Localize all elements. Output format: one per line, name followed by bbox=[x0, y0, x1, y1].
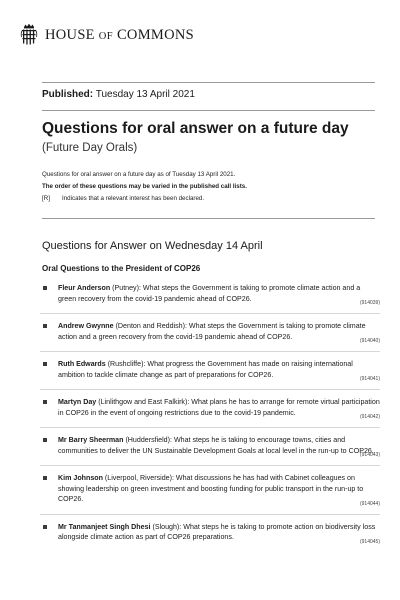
subsection-heading: Oral Questions to the President of COP26 bbox=[42, 264, 201, 273]
question-ref: (914039) bbox=[359, 300, 380, 306]
question-text: What progress the Government has made on raising international ambition to tackle climate change as part of preparations for COP26. bbox=[58, 360, 353, 379]
square-bullet-icon bbox=[43, 362, 47, 366]
member-name: Mr Barry Sheerman bbox=[58, 436, 124, 444]
member-name: Mr Tanmanjeet Singh Dhesi bbox=[58, 522, 151, 531]
constituency: (Rushcliffe): bbox=[107, 360, 146, 368]
constituency: (Denton and Reddish): bbox=[115, 322, 187, 330]
intro-r-note bbox=[42, 193, 375, 205]
published-date: Tuesday 13 April 2021 bbox=[95, 89, 195, 100]
question-ref: (914041) bbox=[359, 376, 380, 382]
constituency: (Linlithgow and East Falkirk): bbox=[98, 398, 190, 406]
question-text: What steps he is taking to promote action on biodiversity loss alongside climate action as part of COP26 preparations. bbox=[58, 522, 376, 541]
constituency: (Huddersfield): bbox=[125, 436, 172, 444]
intro-order-note: The order of these questions may be varied in the published call lists. bbox=[42, 183, 247, 190]
square-bullet-icon bbox=[43, 525, 47, 529]
r-tag-text: Indicates that a relevant interest has been declared. bbox=[62, 195, 205, 202]
question-ref: (914040) bbox=[359, 338, 380, 344]
question-text: What steps the Government is taking to promote climate action and a green recovery from the covid-19 pandemic ahead of COP26. bbox=[58, 322, 366, 341]
intro-notes bbox=[42, 169, 375, 205]
question-item bbox=[40, 397, 380, 428]
constituency: (Slough): bbox=[152, 522, 182, 531]
square-bullet-icon bbox=[43, 286, 47, 290]
member-name: Martyn Day bbox=[58, 398, 97, 406]
constituency: (Putney): bbox=[112, 284, 141, 292]
page-title: Questions for oral answer on a future day bbox=[42, 120, 349, 137]
member-name: Kim Johnson bbox=[58, 474, 103, 482]
question-item bbox=[40, 321, 380, 352]
house-of-commons-logo-text: HOUSE OF COMMONS bbox=[45, 26, 194, 43]
square-bullet-icon bbox=[43, 476, 47, 480]
r-tag: [R] bbox=[42, 195, 50, 202]
square-bullet-icon bbox=[43, 400, 47, 404]
intro-line: Questions for oral answer on a future day as of Tuesday 13 April 2021. bbox=[42, 171, 236, 178]
question-item bbox=[40, 522, 380, 552]
member-name: Fleur Anderson bbox=[58, 284, 111, 292]
question-text: What discussions he has had with Cabinet colleagues on showing leadership on green investment and boosting funding for public transport in the run-up to COP26. bbox=[58, 474, 364, 503]
question-item bbox=[40, 359, 380, 390]
question-ref: (914043) bbox=[359, 452, 380, 458]
questions-list bbox=[40, 283, 380, 559]
question-ref: (914045) bbox=[359, 538, 380, 545]
member-name: Andrew Gwynne bbox=[58, 322, 114, 330]
section-heading: Questions for Answer on Wednesday 14 April bbox=[42, 240, 263, 252]
question-ref: (914042) bbox=[359, 414, 380, 420]
question-item bbox=[40, 473, 380, 515]
divider bbox=[42, 82, 375, 83]
published-label: Published: bbox=[42, 89, 94, 100]
question-item bbox=[40, 283, 380, 314]
published-line bbox=[42, 89, 195, 100]
divider bbox=[42, 218, 375, 219]
square-bullet-icon bbox=[43, 438, 47, 442]
divider bbox=[42, 110, 375, 111]
square-bullet-icon bbox=[43, 324, 47, 328]
page-subtitle: (Future Day Orals) bbox=[42, 142, 138, 154]
constituency: (Liverpool, Riverside): bbox=[104, 474, 174, 482]
question-text: What plans he has to arrange for remote virtual participation in COP26 in the event of ongoing restrictions due to the covid-19 pandemic. bbox=[58, 398, 380, 417]
member-name: Ruth Edwards bbox=[58, 360, 106, 368]
masthead bbox=[20, 22, 194, 48]
question-ref: (914044) bbox=[359, 500, 380, 507]
portcullis-icon bbox=[20, 23, 38, 47]
question-text: What steps the Government is taking to promote climate action and a green recovery from the covid-19 pandemic ahead of COP26. bbox=[58, 284, 361, 303]
question-text: What steps he is taking to encourage towns, cities and communities to deliver the UN Sustainable Development Goals at local level in the run-up to COP26. bbox=[58, 436, 374, 455]
question-item bbox=[40, 435, 380, 466]
